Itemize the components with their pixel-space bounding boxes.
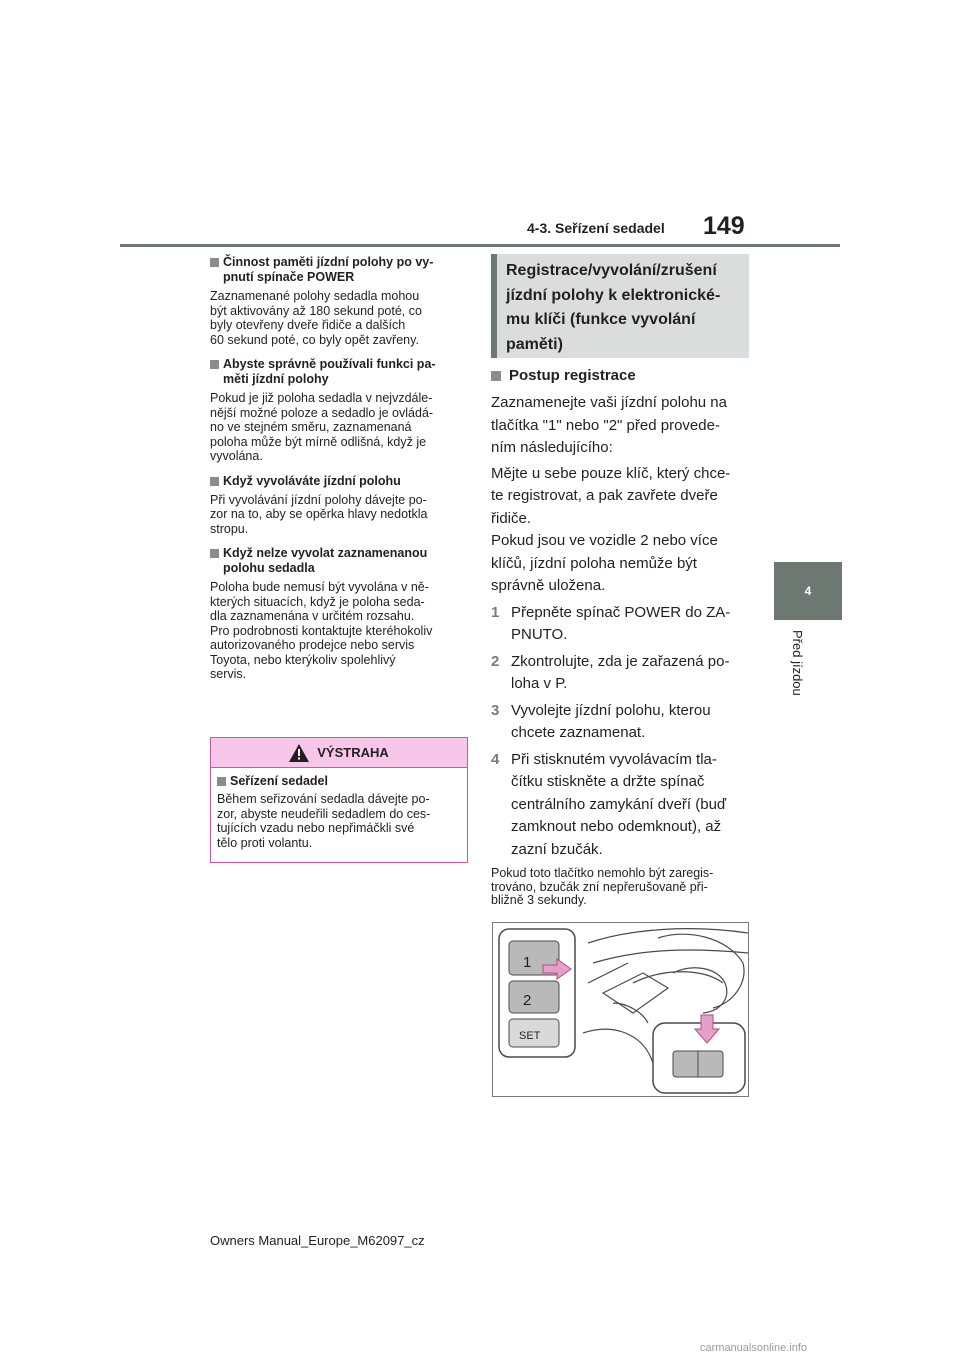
procedure-intro: Zaznamenejte vaši jízdní polohu na tlačítka "1" nebo "2" před provede- ním následujícího: — [491, 394, 727, 456]
topic-heading-line: Registrace/vyvolání/zrušení — [506, 262, 717, 279]
square-bullet-icon — [210, 258, 219, 267]
note-heading: Činnost paměti jízdní polohy po vy- pnutí spínače POWER — [210, 255, 468, 285]
step-item: 2 Zkontrolujte, zda je zařazená po- loha v P. — [491, 652, 730, 692]
warning-text: Během seřizování sedadla dávejte po- zor, abyste neudeřili sedadlem do ces- tujících vzadu nebo nepřimáčkli své tělo proti volantu. — [217, 792, 431, 850]
header-rule — [120, 244, 840, 247]
step-item: 1 Přepněte spínač POWER do ZA- PNUTO. — [491, 603, 731, 643]
section-title: 4-3. Seřízení sedadel — [527, 220, 665, 236]
note-section — [210, 255, 468, 347]
memory-switch-diagram-icon — [493, 923, 748, 1096]
square-bullet-icon — [210, 477, 219, 486]
page-number: 149 — [703, 212, 745, 240]
note-heading: Když nelze vyvolat zaznamenanou polohu sedadla — [210, 546, 468, 576]
note-section — [210, 357, 468, 464]
footer-text: Owners Manual_Europe_M62097_cz — [210, 1233, 425, 1248]
note-text: Pokud je již poloha sedadla v nejvzdále- nější možné poloze a sedadlo je ovládá- no ve stejném směru, zaznamenaná poloha může být mírně odlišná, když je vyvolána. — [210, 391, 434, 463]
note-heading: Abyste správně používali funkci pa- měti jízdní polohy — [210, 357, 468, 387]
watermark: carmanualsonline.info — [700, 1342, 808, 1354]
procedure-note: Pokud toto tlačítko nemohlo být zaregis- trováno, bzučák zní nepřerušovaně při- bližně 3 sekundy. — [491, 866, 714, 907]
chapter-tab: 4 — [774, 562, 842, 620]
topic-heading-line: mu klíči (funkce vyvolání — [506, 311, 696, 328]
note-heading: Když vyvoláváte jízdní polohu — [210, 474, 468, 489]
warning-title: VÝSTRAHA — [317, 745, 389, 760]
procedure-intro-2: Mějte u sebe pouze klíč, který chce- te registrovat, a pak zavřete dveře řidiče. Pokud jsou ve vozidle 2 nebo více klíčů, jízdní poloha nemůže být správně uložena. — [491, 464, 731, 594]
warning-header — [211, 738, 467, 768]
right-column — [491, 366, 749, 908]
square-bullet-icon — [210, 360, 219, 369]
svg-text:1: 1 — [523, 954, 532, 971]
note-text: Při vyvolávání jízdní polohy dávejte po- zor na to, aby se opěrka hlavy nedotkla stropu. — [210, 492, 428, 536]
note-section — [210, 474, 468, 537]
left-column — [210, 255, 468, 692]
svg-text:2: 2 — [523, 992, 532, 1009]
note-text: Poloha bude nemusí být vyvolána v ně- kterých situacích, když je poloha seda- dla zaznamenána v určitém rozsahu. Pro podrobnosti kontaktujte kteréhokoliv autorizovaného prodejce nebo servis Toyota, nebo kterýkoliv spolehlivý servis. — [210, 580, 433, 681]
warning-body — [211, 768, 467, 854]
step-list — [491, 602, 749, 862]
topic-heading-line: paměti) — [506, 335, 563, 353]
square-bullet-icon — [210, 549, 219, 558]
note-section — [210, 546, 468, 682]
svg-text:SET: SET — [519, 1030, 541, 1042]
step-item: 3 Vyvolejte jízdní polohu, kterou chcete zaznamenat. — [491, 701, 711, 741]
warning-box — [210, 737, 468, 863]
topic-heading-line: jízdní polohy k elektronické- — [506, 286, 721, 304]
square-bullet-icon — [217, 777, 226, 786]
warning-heading: Seřízení sedadel — [217, 774, 461, 789]
door-switch-illustration — [492, 922, 749, 1097]
procedure-heading: Postup registrace — [491, 366, 749, 386]
note-text: Zaznamenané polohy sedadla mohou být aktivovány až 180 sekund poté, co byly otevřeny dveře řidiče a dalších 60 sekund poté, co byly opět zavřeny. — [210, 289, 422, 347]
topic-heading-box — [491, 254, 749, 358]
square-bullet-icon — [491, 371, 501, 381]
chapter-label: Před jízdou — [790, 630, 805, 696]
warning-triangle-icon — [289, 744, 309, 762]
step-item: 4 Při stisknutém vyvolávacím tla- čítku stiskněte a držte spínač centrálního zamykání dveří (buď zamknout nebo odemknout), až zazní bzučák. — [491, 750, 727, 858]
